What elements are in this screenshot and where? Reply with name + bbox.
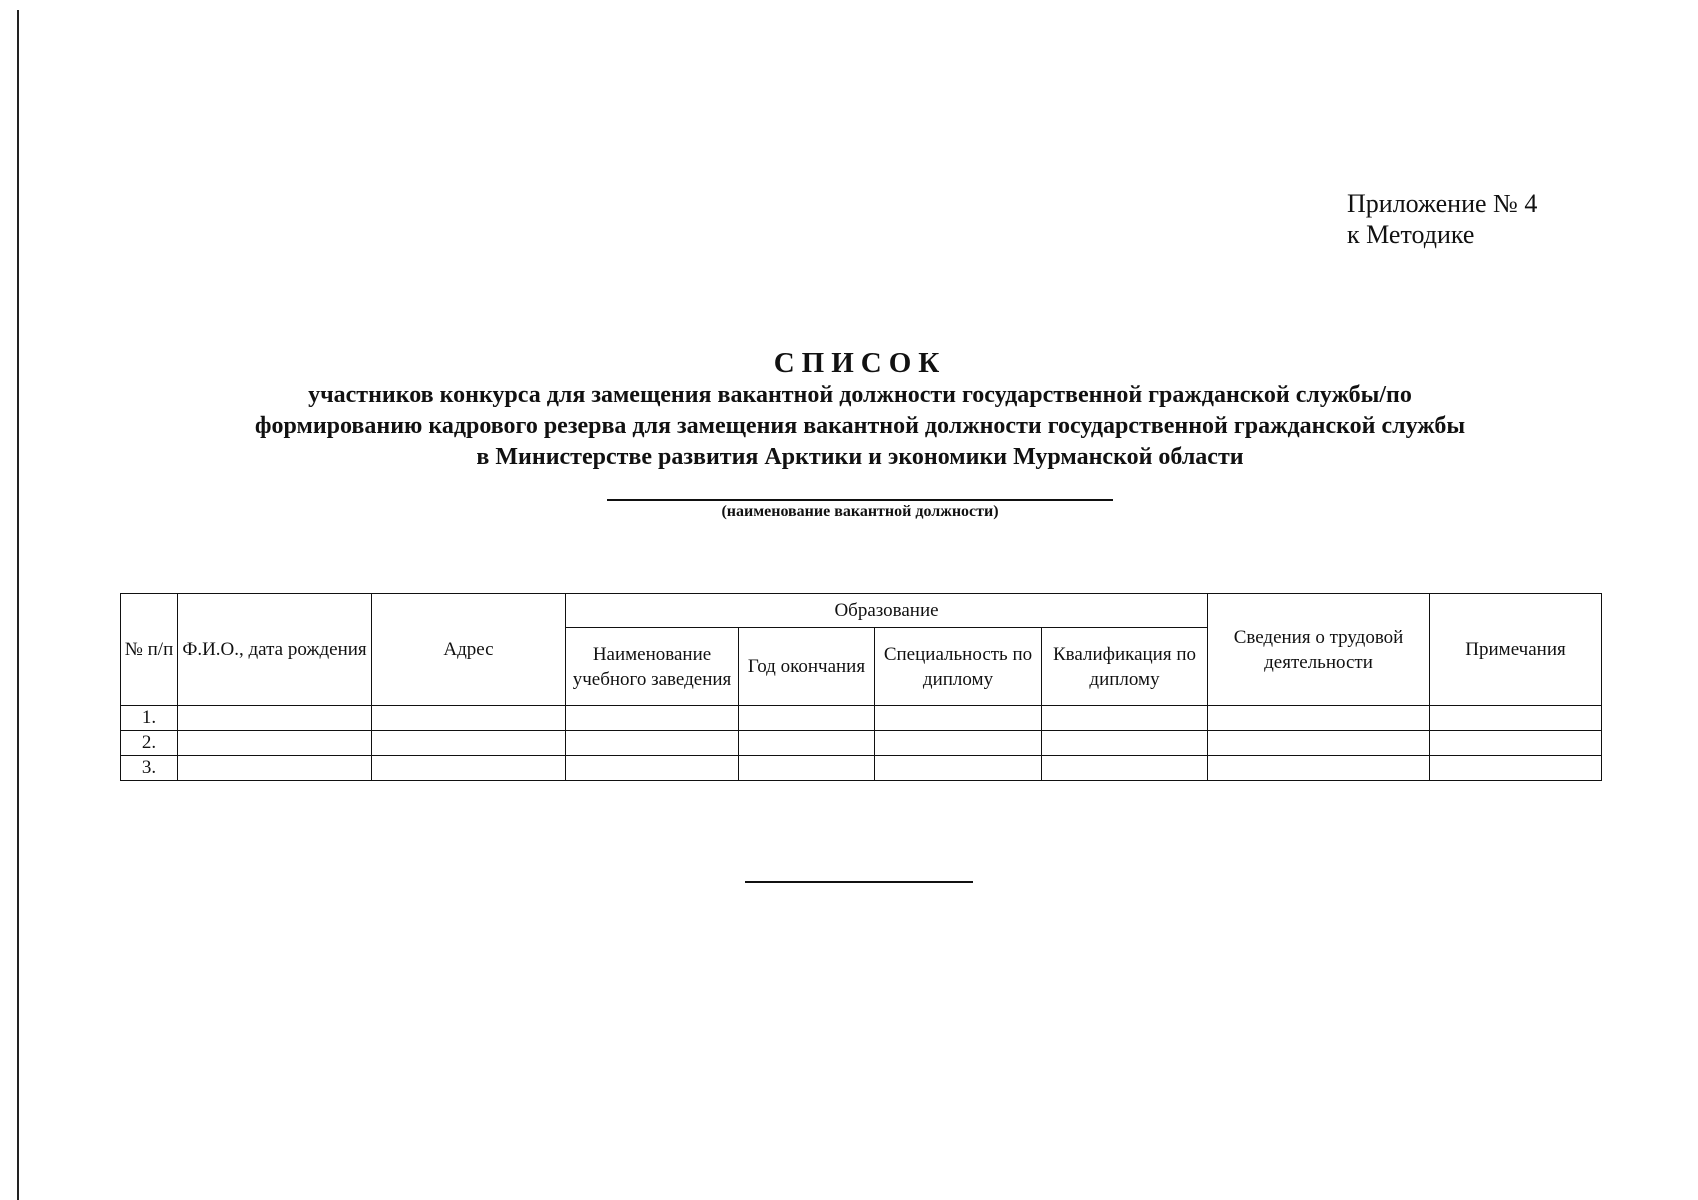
fio-cell	[178, 756, 372, 781]
notes-cell	[1430, 706, 1602, 731]
notes-cell	[1430, 756, 1602, 781]
page-margin-line	[17, 10, 19, 1200]
qualification-cell	[1042, 706, 1208, 731]
address-cell	[372, 731, 566, 756]
specialty-cell	[875, 756, 1042, 781]
header-institution: Наименование учебного заведения	[566, 628, 739, 706]
employment-cell	[1208, 731, 1430, 756]
institution-cell	[566, 706, 739, 731]
position-caption: (наименование вакантной должности)	[721, 503, 999, 520]
employment-cell	[1208, 706, 1430, 731]
specialty-cell	[875, 706, 1042, 731]
appendix-line-1: Приложение № 4	[1347, 189, 1538, 218]
fio-cell	[178, 731, 372, 756]
institution-cell	[566, 756, 739, 781]
address-cell	[372, 756, 566, 781]
appendix-line-2: к Методике	[1347, 220, 1475, 249]
header-notes: Примечания	[1430, 594, 1602, 706]
document-subtitle	[100, 380, 1620, 473]
header-education: Образование	[566, 594, 1208, 628]
header-address: Адрес	[372, 594, 566, 706]
specialty-cell	[875, 731, 1042, 756]
header-specialty: Специальность по диплому	[875, 628, 1042, 706]
fio-cell	[178, 706, 372, 731]
subtitle-line-2: формированию кадрового резерва для замещения вакантной должности государственной гражданской службы	[254, 413, 1466, 439]
notes-cell	[1430, 731, 1602, 756]
graduation-year-cell	[739, 706, 875, 731]
row-number: 3.	[121, 756, 178, 781]
qualification-cell	[1042, 756, 1208, 781]
appendix-note	[1347, 188, 1537, 250]
graduation-year-cell	[739, 731, 875, 756]
header-qualification: Квалификация по диплому	[1042, 628, 1208, 706]
employment-cell	[1208, 756, 1430, 781]
participants-table	[120, 593, 1602, 781]
subtitle-line-3: в Министерстве развития Арктики и экономики Мурманской области	[476, 444, 1244, 470]
graduation-year-cell	[739, 756, 875, 781]
subtitle-line-1: участников конкурса для замещения вакантной должности государственной гражданской службы/по	[308, 382, 1412, 408]
table-row	[121, 731, 1602, 756]
header-graduation-year: Год окончания	[739, 628, 875, 706]
document-title: СПИСОК	[773, 347, 947, 379]
row-number: 1.	[121, 706, 178, 731]
table-row	[121, 756, 1602, 781]
position-fill-line	[607, 499, 1113, 501]
row-number: 2.	[121, 731, 178, 756]
header-fio: Ф.И.О., дата рождения	[178, 594, 372, 706]
header-number: № п/п	[121, 594, 178, 706]
qualification-cell	[1042, 731, 1208, 756]
institution-cell	[566, 731, 739, 756]
address-cell	[372, 706, 566, 731]
header-employment: Сведения о трудовой деятельности	[1208, 594, 1430, 706]
document-end-line	[745, 881, 973, 883]
table-row	[121, 706, 1602, 731]
document-heading	[100, 346, 1620, 473]
